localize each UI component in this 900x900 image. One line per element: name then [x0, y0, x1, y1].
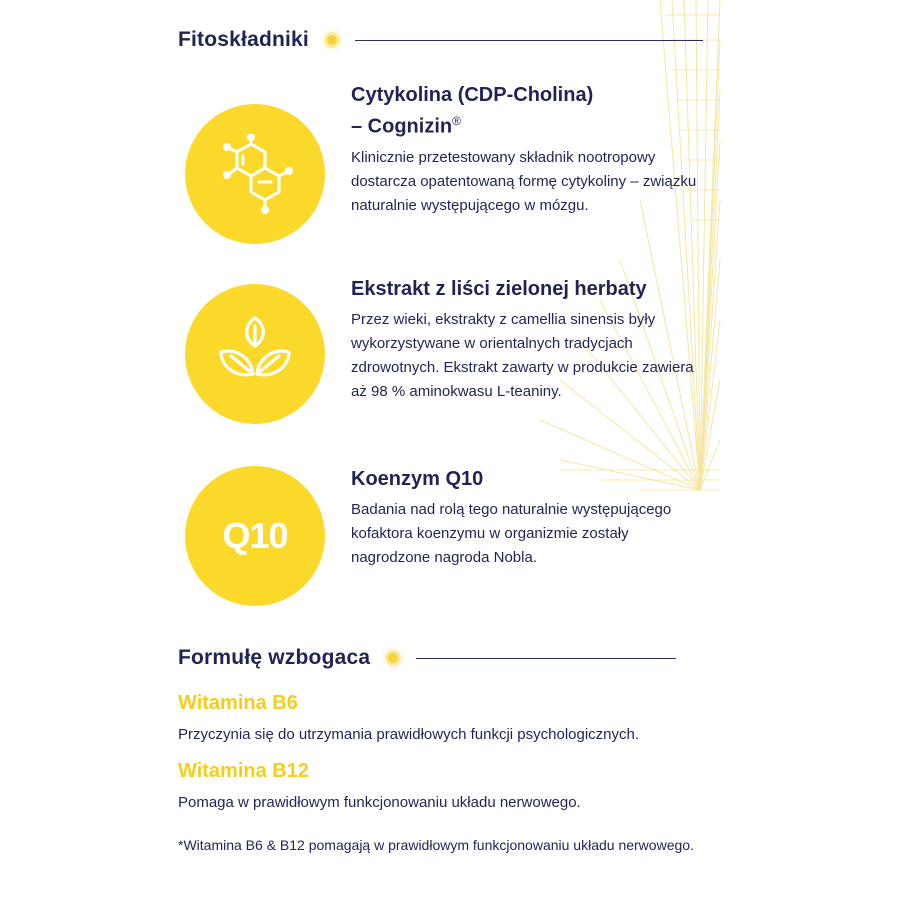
ingredient-text — [351, 82, 711, 218]
footnote: *Witamina B6 & B12 pomagają w prawidłowym funkcjonowaniu układu nerwowego. — [178, 837, 694, 853]
section-heading-formula — [178, 646, 676, 670]
ingredient-description: Badania nad rolą tego naturalnie występującego kofaktora koenzymu w organizmie zostały nagrodzone nagroda Nobla. — [351, 501, 672, 566]
q10-badge — [185, 466, 325, 606]
section-heading-fito — [178, 28, 703, 52]
ingredient-description: Klinicznie przetestowany składnik nootropowy dostarcza opatentowaną formę cytykoliny – związku naturalnie występującego w mózgu. — [351, 148, 697, 214]
divider — [355, 40, 703, 41]
ingredient-text — [351, 276, 711, 404]
section-title: Fitoskładniki — [178, 28, 309, 51]
divider — [416, 658, 676, 659]
vitamin-title: Witamina B12 — [178, 760, 309, 782]
ingredient-title-line1: Cytykolina (CDP-Cholina) — [351, 84, 594, 106]
sun-dot-icon — [327, 35, 337, 45]
sun-dot-icon — [388, 653, 398, 663]
registered-mark: ® — [452, 114, 461, 128]
molecule-icon — [185, 104, 325, 244]
tea-leaves-icon — [185, 284, 325, 424]
vitamin-description: Przyczynia się do utrzymania prawidłowych funkcji psychologicznych. — [178, 726, 640, 743]
vitamin-b6 — [178, 690, 738, 746]
vitamin-title: Witamina B6 — [178, 692, 298, 714]
section-title: Formułę wzbogaca — [178, 646, 371, 669]
ingredient-title — [351, 82, 711, 140]
q10-label: Q10 — [222, 515, 288, 556]
ingredient-title-line2: – Cognizin — [351, 115, 453, 138]
ingredient-description: Przez wieki, ekstrakty z camellia sinensis były wykorzystywane w orientalnych tradycjach zdrowotnych. Ekstrakt zawarty w produkcie zawiera aż 98 % aminokwasu L-teaniny. — [351, 311, 694, 400]
vitamin-b12 — [178, 758, 738, 814]
ingredient-title: Koenzym Q10 — [351, 468, 484, 490]
ingredient-text — [351, 466, 711, 570]
vitamin-description: Pomaga w prawidłowym funkcjonowaniu układu nerwowego. — [178, 794, 581, 811]
ingredient-title: Ekstrakt z liści zielonej herbaty — [351, 278, 647, 300]
